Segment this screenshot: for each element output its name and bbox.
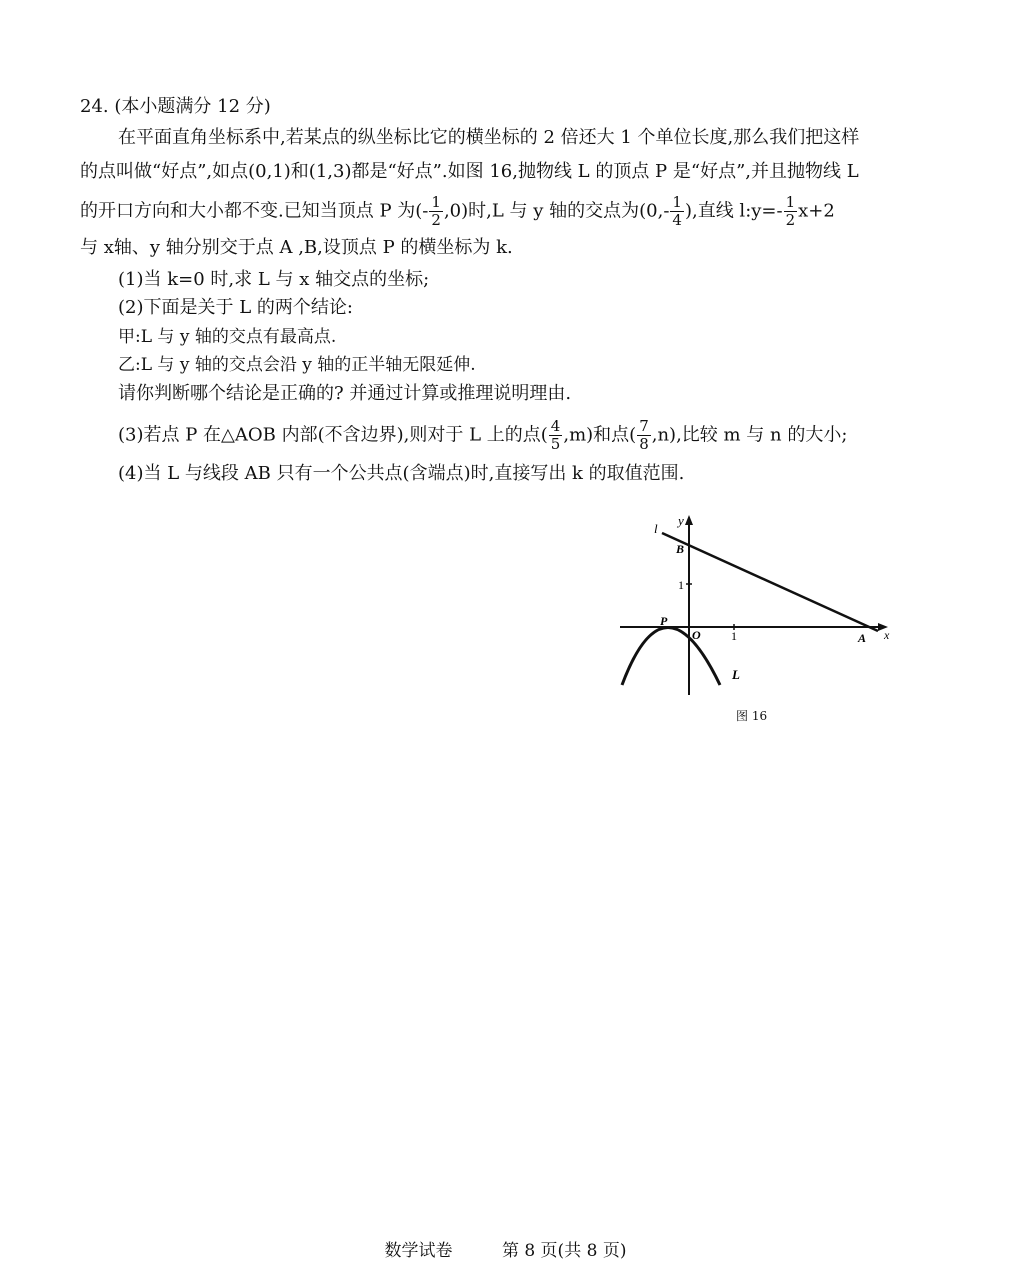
footer-subject: 数学试卷 <box>384 1241 453 1261</box>
figure-caption: 图 16 <box>736 709 768 723</box>
q3-part-b: ,m)和点( <box>563 424 637 446</box>
line-l <box>662 533 878 631</box>
parabola-L <box>622 628 720 686</box>
problem-header <box>80 95 271 119</box>
fraction-slope: $\frac{1}{2}$ <box>785 193 796 229</box>
y-axis-arrow <box>685 515 693 525</box>
fraction-four-fifths: $\frac{4}{5}$ <box>550 417 561 453</box>
label-y: y <box>678 513 684 528</box>
label-L: L <box>732 667 740 682</box>
figure-16 <box>610 505 900 730</box>
label-1-x: 1 <box>731 629 737 643</box>
fraction-seven-eighths: $\frac{7}{8}$ <box>639 417 649 453</box>
label-1-y: 1 <box>678 578 684 592</box>
problem-score: (本小题满分 12 分) <box>114 96 271 117</box>
label-P: P <box>660 614 668 628</box>
p3-part-a: 的开口方向和大小都不变.已知当顶点 P 为(- <box>80 200 429 222</box>
q3-part-c: ,n),比较 m 与 n 的大小; <box>651 424 848 446</box>
paragraph-line-3 <box>80 194 835 229</box>
problem-number: 24. <box>80 96 109 117</box>
question-2-ask: 请你判断哪个结论是正确的? 并通过计算或推理说明理由. <box>118 383 572 404</box>
label-l: l <box>654 521 658 536</box>
paragraph-line-1: 在平面直角坐标系中,若某点的纵坐标比它的横坐标的 2 倍还大 1 个单位长度,那么我们把这样 <box>118 127 860 148</box>
fraction-one-half: $\frac{1}{2}$ <box>431 193 441 229</box>
fraction-one-quarter: $\frac{1}{4}$ <box>672 193 682 229</box>
p3-part-d: x+2 <box>798 200 835 222</box>
conclusion-jia: 甲:L 与 y 轴的交点有最高点. <box>118 327 337 347</box>
question-3 <box>118 418 847 453</box>
p3-part-c: ),直线 l:y=- <box>684 200 783 222</box>
paragraph-line-4: 与 x轴、y 轴分别交于点 A ,B,设顶点 P 的横坐标为 k. <box>80 237 513 258</box>
label-B: B <box>676 542 685 556</box>
question-1: (1)当 k=0 时,求 L 与 x 轴交点的坐标; <box>118 269 430 290</box>
question-4: (4)当 L 与线段 AB 只有一个公共点(含端点)时,直接写出 k 的取值范围. <box>118 463 685 484</box>
paragraph-line-2: 的点叫做“好点”,如点(0,1)和(1,3)都是“好点”.如图 16,抛物线 L 的顶点 P 是“好点”,并且抛物线 L <box>80 161 859 182</box>
question-2: (2)下面是关于 L 的两个结论: <box>118 297 353 318</box>
label-x: x <box>884 628 890 642</box>
label-A: A <box>858 631 867 645</box>
p3-part-b: ,0)时,L 与 y 轴的交点为(0,- <box>443 200 670 222</box>
footer-page-number: 第 8 页(共 8 页) <box>501 1241 627 1261</box>
q3-part-a: (3)若点 P 在△AOB 内部(不含边界),则对于 L 上的点( <box>118 424 548 446</box>
conclusion-yi: 乙:L 与 y 轴的交点会沿 y 轴的正半轴无限延伸. <box>118 355 476 375</box>
page-footer <box>0 1236 1011 1261</box>
label-O: O <box>692 628 701 642</box>
